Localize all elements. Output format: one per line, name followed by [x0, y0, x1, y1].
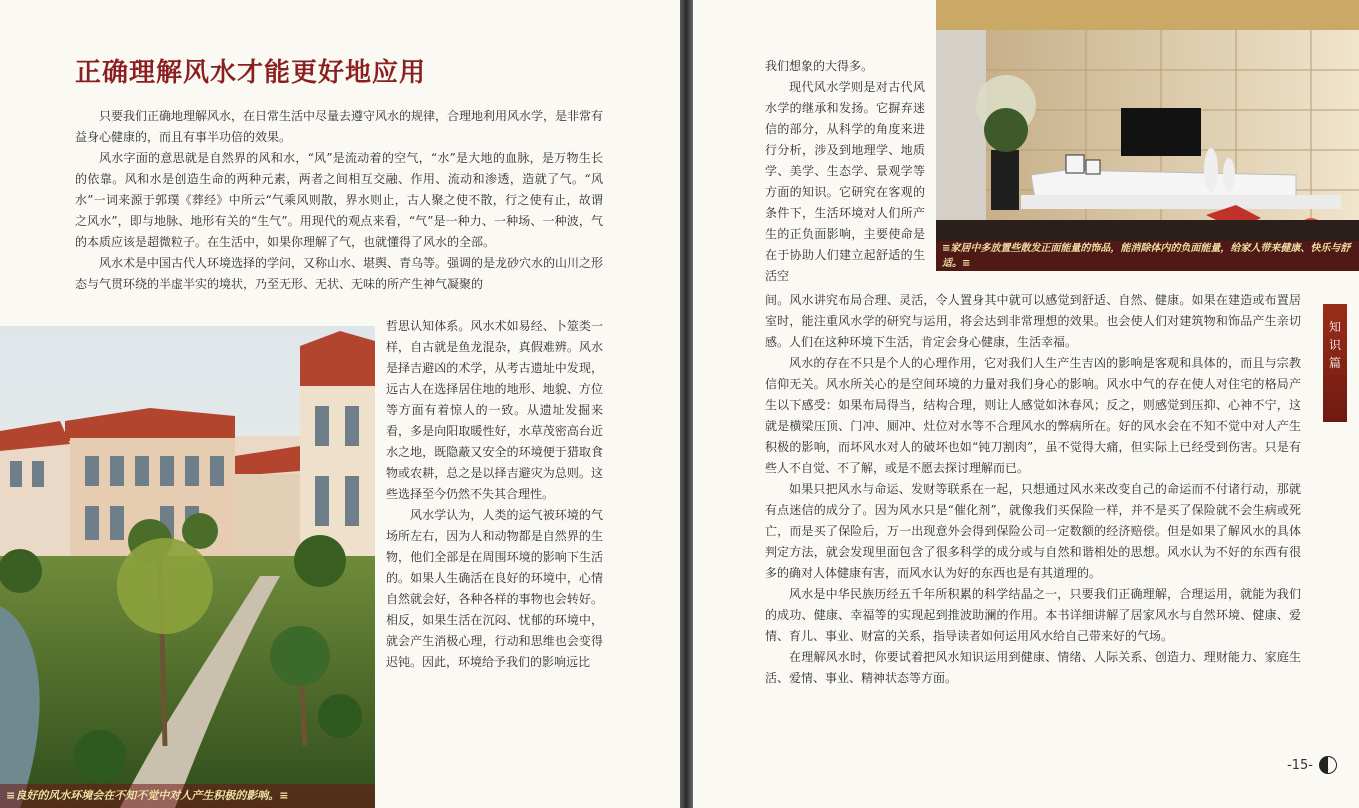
paragraph: 哲思认知体系。风水术如易经、卜筮类一样，自古就是鱼龙混杂，真假难辨。风水是择吉避凶的术学，从考古遗址中发现，远古人在选择居住地的地形、地貌、方位等方面有着惊人的一致。从遗址发掘来看，多是向阳取暖性好，水草茂密高台近水之地，既隐蔽又安全的环境便于猎取食物或农耕，总之是以择吉避灾为总则。这些选择至今仍然不失其合理性。	[386, 319, 603, 501]
left-side-text	[386, 316, 603, 673]
paragraph: 风水的存在不只是个人的心理作用，它对我们人生产生吉凶的影响是客观和具体的，而且与宗教信仰无关。风水所关心的是空间环境的力量对我们身心的影响。风水中气的存在使人对住宅的格局产生以下感受：如果布局得当，结构合理，则让人感觉如沐春风；反之，则感觉到压抑、心神不宁，这就是横梁压顶、门冲、厕冲、灶位对水等不合理风水的弊病所在。好的风水会在不知不觉中对人产生积极的影响，而坏风水对人的破坏也如“钝刀割肉”，虽不觉得大痛，但实际上已经受到伤害。只是有些人不自觉、不了解，或是不愿去探讨理解而已。	[765, 356, 1301, 475]
yin-yang-icon	[1319, 756, 1337, 774]
villa-garden-image	[0, 326, 375, 808]
page-title: 正确理解风水才能更好地应用	[75, 58, 427, 88]
paragraph: 如果只把风水与命运、发财等联系在一起，只想通过风水来改变自己的命运而不付诸行动，那就有点迷信的成分了。因为风水只是“催化剂”，就像我们买保险一样，并不是买了保险就不会生病或死亡，而是买了保险后，万一出现意外会得到保险公司一定数额的经济赔偿。但是如果了解风水的具体判定方法，就会发现里面包含了很多科学的成分或与自然和谐相处的思想。风水认为不好的东西有很多的确对人体健康有害，而风水认为好的东西也是有其道理的。	[765, 482, 1301, 580]
paragraph: 只要我们正确地理解风水，在日常生活中尽量去遵守风水的规律，合理地利用风水学，是非常有益身心健康的，而且有事半功倍的效果。	[75, 109, 604, 144]
paragraph: 在理解风水时，你要试着把风水知识运用到健康、情绪、人际关系、创造力、理财能力、家庭生活、爱情、事业、精神状态等方面。	[765, 650, 1301, 685]
right-top-text	[765, 56, 925, 287]
right-page	[693, 0, 1359, 808]
photo-caption: ≡良好的风水环境会在不知不觉中对人产生积极的影响。≡	[0, 784, 375, 808]
paragraph: 风水学认为，人类的运气被环境的气场所左右，因为人和动物都是自然界的生物，他们全部是在周围环境的影响下生活的。如果人生确活在良好的环境中，心情自然就会好，各种各样的事物也会转好。相反，如果生活在沉闷、忧郁的环境中，就会产生消极心理，行动和思维也会变得迟钝。因此，环境给予我们的影响远比	[386, 508, 603, 669]
paragraph: 我们想象的大得多。	[765, 59, 874, 73]
left-intro-text	[75, 106, 603, 295]
paragraph: 风水术是中国古代人环境选择的学问，又称山水、堪舆、青乌等。强调的是龙砂穴水的山川之形态与气贯环绕的半虚半实的境状，乃至无形、无状、无味的所产生神气凝聚的	[75, 256, 604, 291]
living-room-photo	[936, 0, 1359, 271]
photo-caption: ≡家居中多放置些散发正面能量的饰品，能消除体内的负面能量，给家人带来健康、快乐与舒适。≡	[936, 241, 1359, 271]
right-body-text	[765, 290, 1301, 689]
page-number: -15-	[1287, 758, 1313, 773]
paragraph: 风水字面的意思就是自然界的风和水，“风”是流动着的空气，“水”是大地的血脉，是万物生长的依靠。风和水是创造生命的两种元素，两者之间相互交融、作用、流动和渗透，造就了气。“风水”一词来源于郭璞《葬经》中所云“气乘风则散，界水则止，古人聚之使不散，行之使有止，故谓之风水”，即与地脉、地形有关的“生气”。用现代的观点来看，“气”是一种力、一种场、一种波，气的本质应该是超微粒子。在生活中，如果你理解了气，也就懂得了风水的全部。	[75, 151, 603, 249]
paragraph: 现代风水学则是对古代风水学的继承和发扬。它摒弃迷信的部分，从科学的角度来进行分析，涉及到地理学、地质学、美学、生态学、景观学等方面的知识。它研究在客观的条件下，生活环境对人们所产生的正负面影响，主要使命是在于协助人们建立起舒适的生活空	[765, 80, 925, 283]
book-gutter	[680, 0, 693, 808]
paragraph: 间。风水讲究布局合理、灵活，令人置身其中就可以感觉到舒适、自然、健康。如果在建造或布置居室时，能注重风水学的研究与运用，将会达到非常理想的效果。也会使人们对建筑物和饰品产生亲切感。人们在这种环境下生活，肯定会身心健康，生活幸福。	[765, 293, 1301, 349]
section-tab	[1323, 304, 1347, 422]
section-tab-label: 知识篇	[1328, 320, 1341, 370]
tv-wall-image	[936, 0, 1359, 271]
paragraph: 风水是中华民族历经五千年所积累的科学结晶之一，只要我们正确理解，合理运用，就能为我们的成功、健康、幸福等的实现起到推波助澜的作用。本书详细讲解了居家风水与自然环境、健康、爱情、育儿、事业、财富的关系，指导读者如何运用风水给自己带来好的气场。	[765, 587, 1301, 643]
villa-photo	[0, 326, 375, 808]
